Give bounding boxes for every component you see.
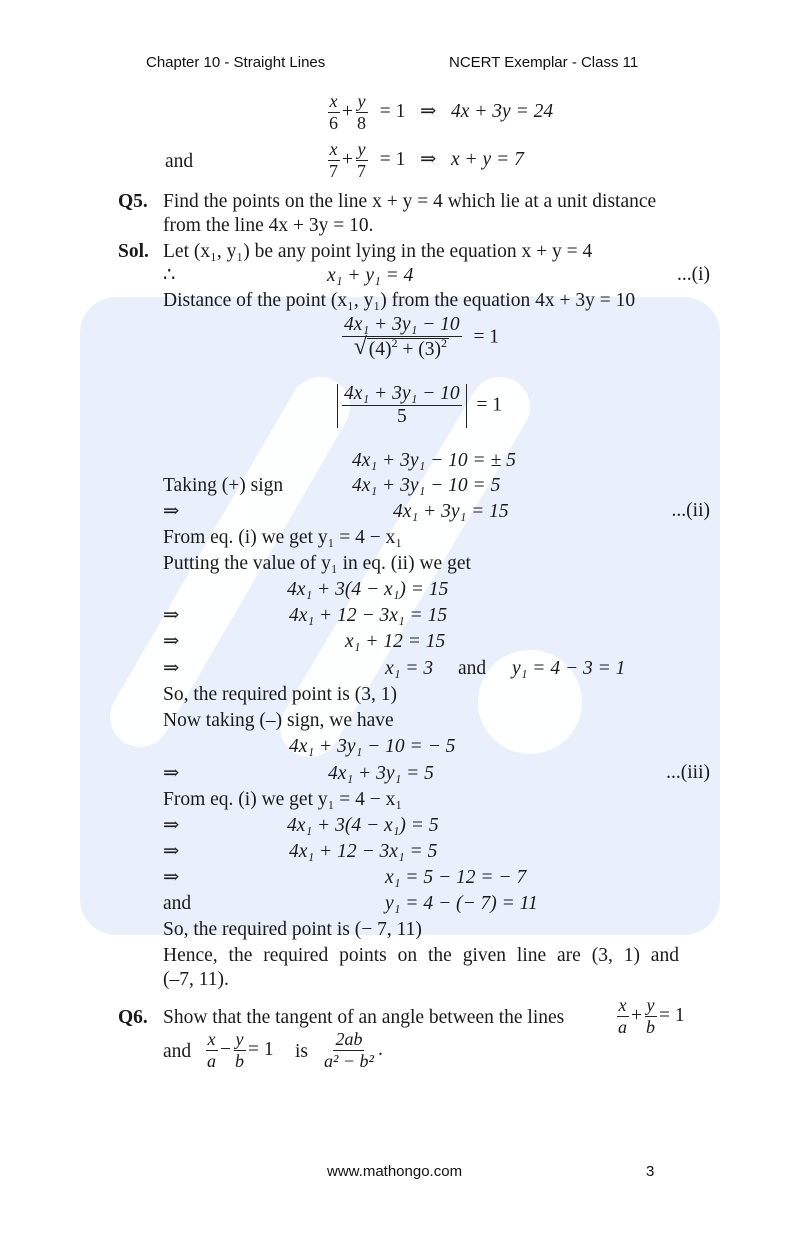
- question-label-q5: Q5.: [118, 191, 148, 212]
- y1-eleven-value: y₁ = 4 − (− 7) = 11: [385, 893, 538, 914]
- and-label: and: [163, 893, 192, 914]
- implies-symbol: ⇒: [163, 605, 180, 626]
- x1-value: x₁ = 3: [385, 658, 434, 679]
- minus-step-3: 4x₁ + 12 − 3x₁ = 5: [289, 841, 438, 862]
- taking-minus-label: Now taking (–) sign, we have: [163, 710, 394, 731]
- question-q6-text: Show that the tangent of an angle between the lines: [163, 1007, 565, 1028]
- distance-text: Distance of the point (x₁, y₁) from the equation 4x + 3y = 10: [163, 290, 636, 311]
- required-point-1: So, the required point is (3, 1): [163, 684, 397, 705]
- from-eq-i: From eq. (i) we get y₁ = 4 − x₁: [163, 527, 403, 548]
- x1-negative-value: x₁ = 5 − 12 = − 7: [385, 867, 527, 888]
- substitution-step-1: 4x₁ + 3(4 − x₁) = 15: [287, 579, 449, 600]
- equation-ii: 4x₁ + 3y₁ = 15: [393, 501, 509, 522]
- putting-value-text: Putting the value of y₁ in eq. (ii) we get: [163, 553, 471, 574]
- implies-symbol: ⇒: [163, 763, 180, 784]
- line-equation-2: $\frac{x}{a}$ − $\frac{y}{b}$ = 1: [207, 1029, 274, 1071]
- equation-intercept-1: $\frac{x}{6}$ + $\frac{y}{8}$ = 1 ⇒ 4x + 3y = 24: [329, 91, 554, 133]
- and-label: and: [163, 1041, 192, 1062]
- equation-iii: 4x₁ + 3y₁ = 5: [328, 763, 434, 784]
- book-title: NCERT Exemplar - Class 11: [449, 54, 639, 71]
- tangent-result: $\frac{2ab}{\text{a² − b²}}$ .: [324, 1029, 383, 1071]
- minus-equation: 4x₁ + 3y₁ − 10 = − 5: [289, 736, 456, 757]
- implies-symbol: ⇒: [163, 658, 180, 679]
- implies-symbol: ⇒: [163, 631, 180, 652]
- therefore-symbol: ∴: [163, 265, 176, 286]
- substitution-step-2: 4x₁ + 12 − 3x₁ = 15: [289, 605, 448, 626]
- solution-label: Sol.: [118, 241, 149, 262]
- y1-value: y₁ = 4 − 3 = 1: [512, 658, 626, 679]
- and-label: and: [458, 658, 487, 679]
- implies-symbol: ⇒: [163, 867, 180, 888]
- implies-symbol: ⇒: [163, 841, 180, 862]
- implies-symbol: ⇒: [163, 815, 180, 836]
- plus-minus-equation: 4x₁ + 3y₁ − 10 = ± 5: [352, 450, 516, 471]
- question-q5-line1: Find the points on the line x + y = 4 which lie at a unit distance: [163, 191, 657, 212]
- tag-iii: ...(iii): [666, 762, 710, 783]
- line-equation-1: $\frac{x}{a}$ + $\frac{y}{b}$ = 1: [618, 995, 685, 1037]
- chapter-title: Chapter 10 - Straight Lines: [146, 54, 326, 71]
- from-eq-i-2: From eq. (i) we get y₁ = 4 − x₁: [163, 789, 403, 810]
- page-number: 3: [646, 1163, 655, 1180]
- plus-equation: 4x₁ + 3y₁ − 10 = 5: [352, 475, 501, 496]
- distance-formula: 4x₁ + 3y₁ − 10 √ $(4)^2 + (3)^2$ = 1: [340, 315, 499, 361]
- tag-i: ...(i): [676, 264, 710, 285]
- required-point-2: So, the required point is (− 7, 11): [163, 919, 422, 940]
- is-label: is: [295, 1041, 309, 1062]
- substitution-step-3: x₁ + 12 = 15: [345, 631, 446, 652]
- conclusion-line-1: Hence, the required points on the given line are (3, 1) and: [163, 945, 679, 966]
- implies-symbol: ⇒: [163, 501, 180, 522]
- minus-step-2: 4x₁ + 3(4 − x₁) = 5: [287, 815, 439, 836]
- absolute-distance-formula: $\frac{\text{4x₁ + 3y₁ − 10}}{5}$ = 1: [337, 384, 502, 428]
- solution-intro: Let (x₁, y₁) be any point lying in the equation x + y = 4: [163, 241, 593, 262]
- footer-website: www.mathongo.com: [327, 1163, 463, 1180]
- question-q5-line2: from the line 4x + 3y = 10.: [163, 215, 374, 236]
- and-label: and: [165, 151, 194, 172]
- tag-ii: ...(ii): [671, 500, 710, 521]
- equation-intercept-2: $\frac{x}{7}$ + $\frac{y}{7}$ = 1 ⇒ x + y = 7: [329, 139, 524, 181]
- conclusion-line-2: (–7, 11).: [163, 969, 229, 990]
- equation-i: x₁ + y₁ = 4: [327, 265, 414, 286]
- question-label-q6: Q6.: [118, 1007, 148, 1028]
- taking-plus-label: Taking (+) sign: [163, 475, 284, 496]
